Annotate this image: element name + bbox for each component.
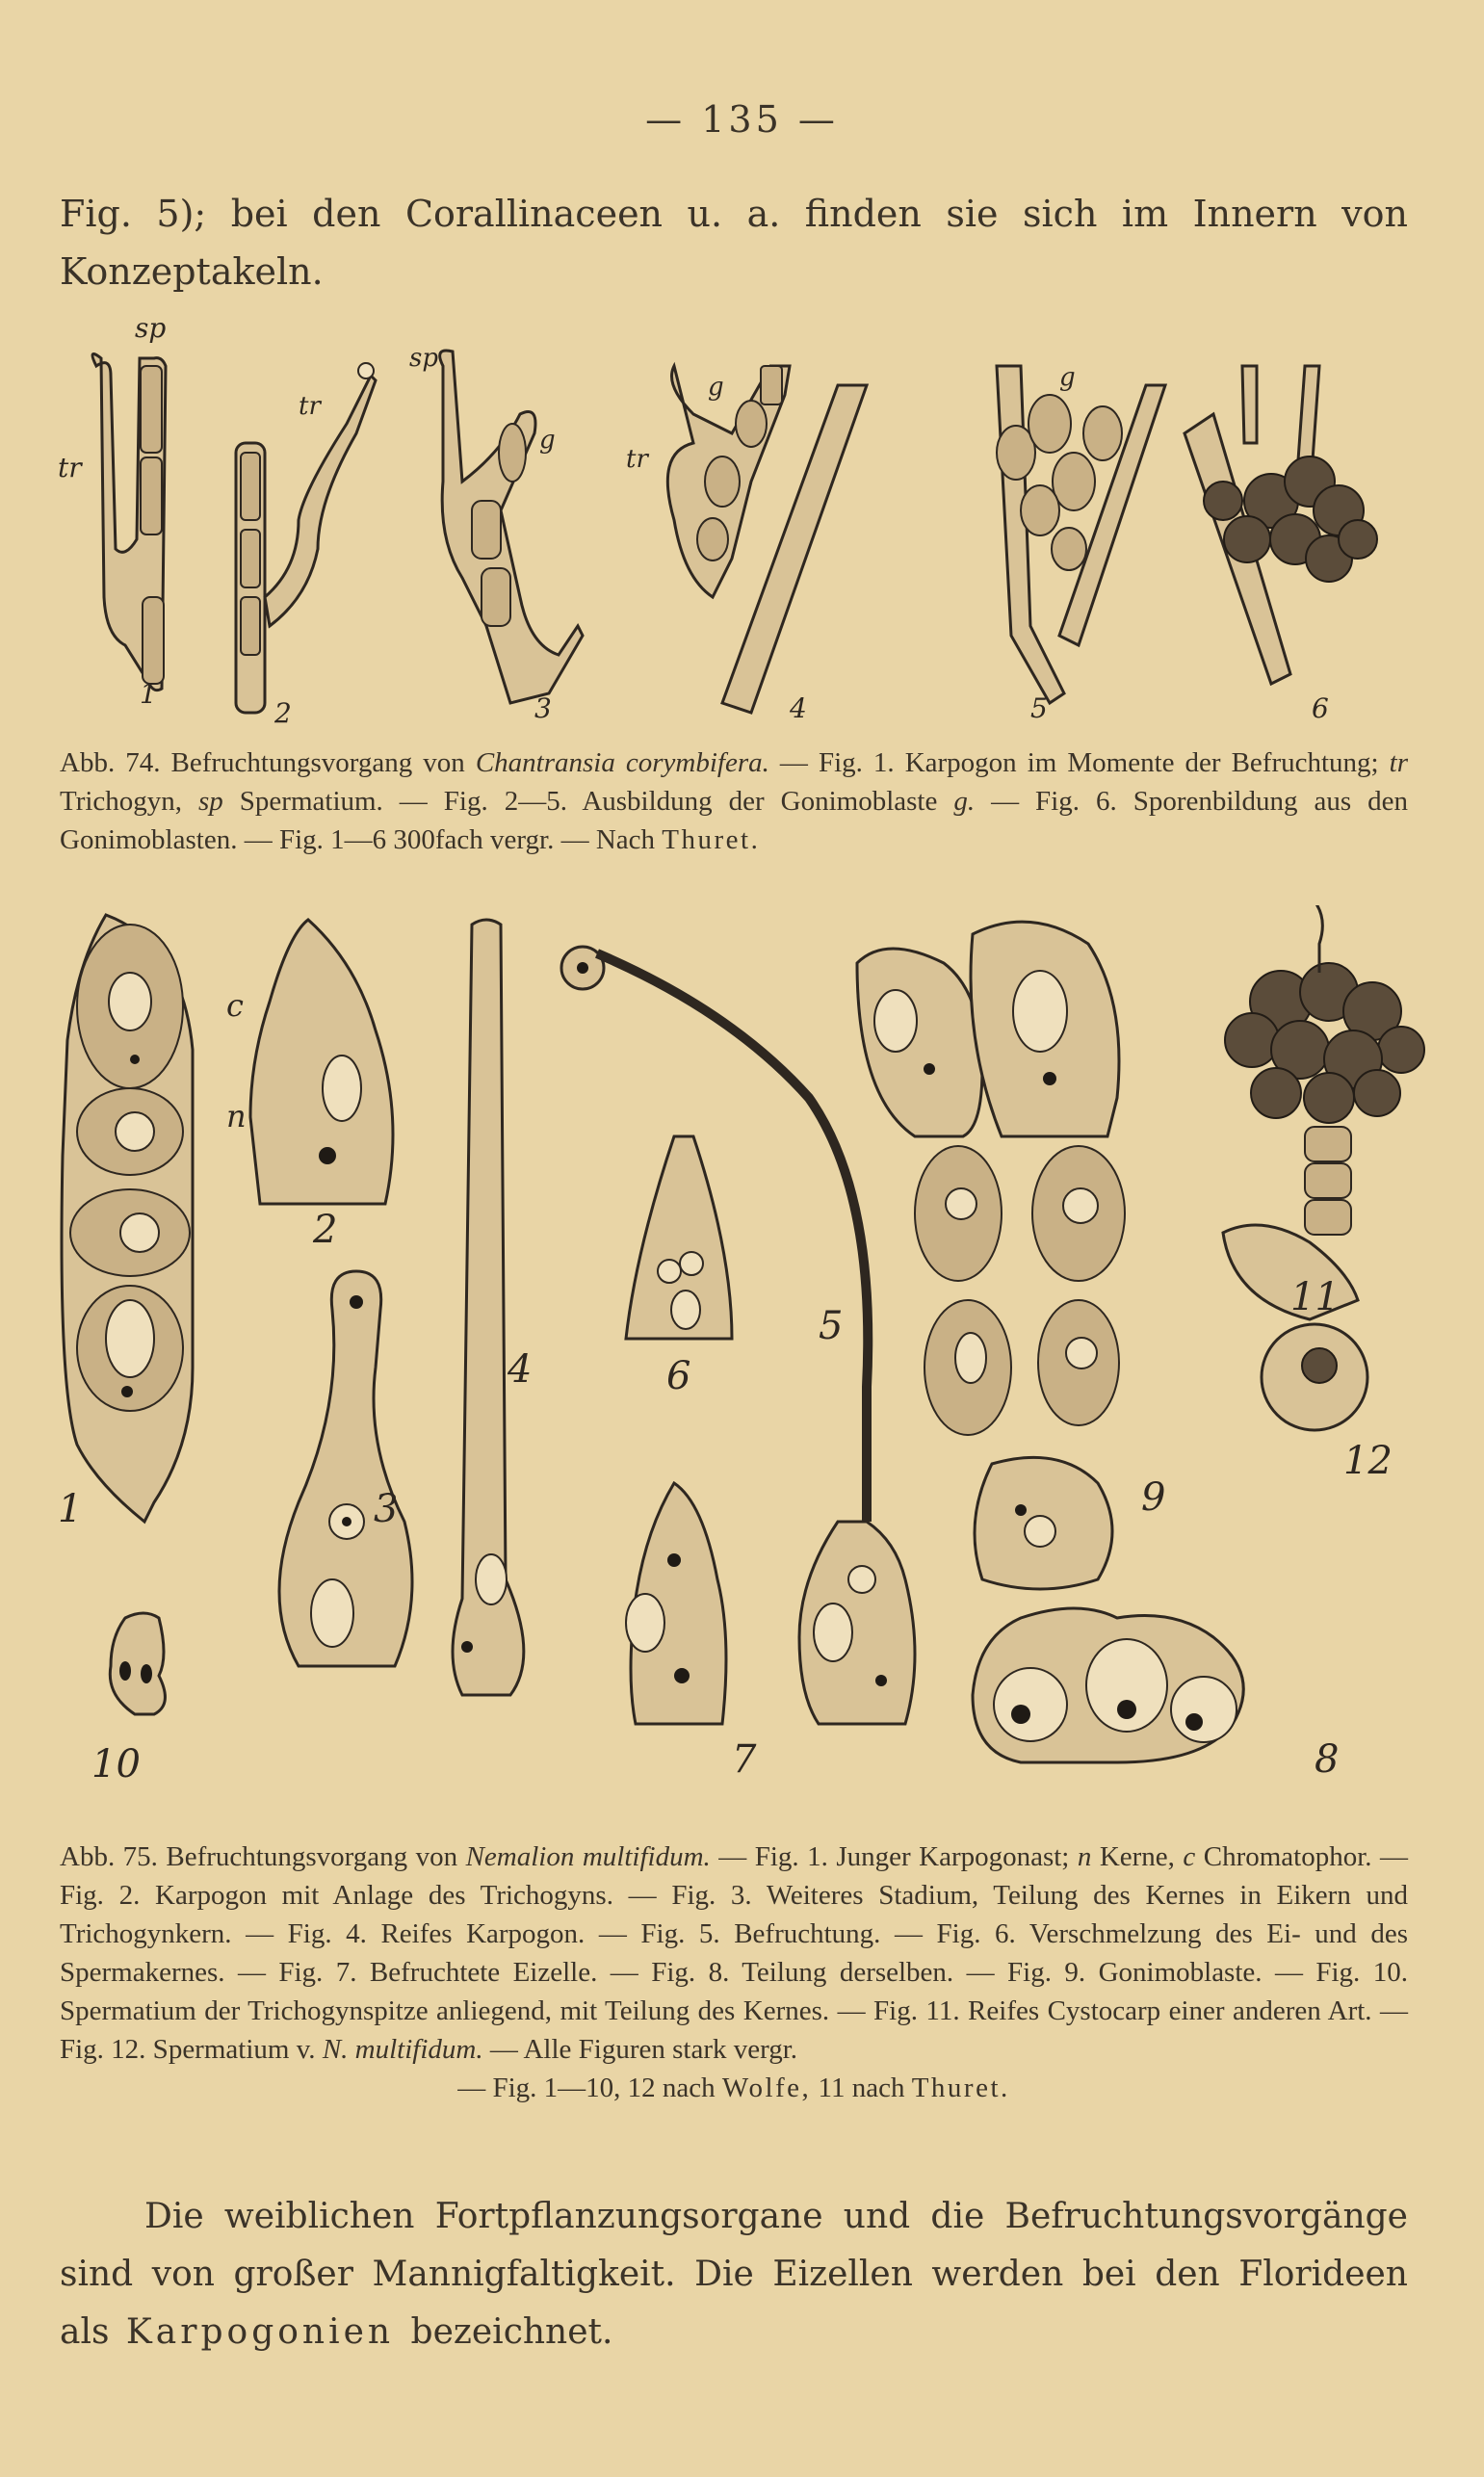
caption-author-wolfe: Wolfe, xyxy=(721,2073,812,2103)
fig75-5-drawing xyxy=(561,947,915,1724)
body-paragraph: Die weiblichen Fortpflanzungsorgane und die Befruchtungsvorgänge sind von großer Mannigfaltigkeit. Die Eizellen werden bei den Florideen als Karpogonien bezeichnet. xyxy=(60,2197,1408,2352)
label-fig75-2: 2 xyxy=(313,1208,338,1252)
fig74-6-drawing xyxy=(1185,366,1377,684)
label-fig75-7: 7 xyxy=(732,1737,757,1782)
fig75-12-drawing xyxy=(1262,1324,1367,1430)
label-tr-2: tr xyxy=(299,392,321,421)
figure-75-drawing xyxy=(58,905,1425,1811)
caption-author-thuret: Thuret. xyxy=(911,2073,1010,2103)
figure-74 xyxy=(58,308,1425,732)
label-g-3: g xyxy=(539,426,556,455)
page-number: — 135 — xyxy=(645,98,839,141)
label-fig74-1: 1 xyxy=(140,678,157,710)
label-fig74-2: 2 xyxy=(274,697,292,729)
label-fig75-1: 1 xyxy=(58,1487,83,1531)
label-fig75-12: 12 xyxy=(1343,1439,1393,1483)
figure-74-drawing xyxy=(58,308,1425,732)
label-fig75-10: 10 xyxy=(91,1742,141,1786)
caption-abb-75: Abb. 75. Befruchtungsvorgang von Nemalion multifidum. — Fig. 1. Junger Karpogonast; n Kerne, c Chromatophor. — Fig. 2. Karpogon mit Anlage des Trichogyns. — Fig. 3. Weiteres Stadium, Teilung des Kernes in Eikern und Trichogynkern. — Fig. 4. Reifes Karpogon. — Fig. 5. Befruchtung. — Fig. 6. Verschmelzung des Ei- und des Spermakernes. — Fig. 7. Befruchtete Eizelle. — Fig. 8. Teilung derselben. — Fig. 9. Gonimoblaste. — Fig. 10. Spermatium der Trichogynspitze anliegend, mit Teilung des Kernes. — Fig. 11. Reifes Cystocarp einer anderen Art. — Fig. 12. Spermatium v. N. multifidum. — Alle Figuren stark vergr. — Fig. 1—10, 12 nach Wolfe, 11 nach Thuret. xyxy=(60,1838,1408,2107)
fig75-2-drawing xyxy=(250,920,393,1204)
label-fig74-3: 3 xyxy=(534,692,552,724)
label-sp-2: sp xyxy=(409,344,438,373)
fig75-7-drawing xyxy=(626,1483,726,1724)
label-fig75-8: 8 xyxy=(1315,1737,1340,1782)
label-fig75-6: 6 xyxy=(666,1354,691,1398)
label-tr-4: tr xyxy=(626,445,648,474)
fig74-3-drawing xyxy=(440,351,583,703)
label-fig74-5: 5 xyxy=(1030,692,1048,724)
intro-paragraph: Fig. 5); bei den Corallinaceen u. a. finden sie sich im Innern von Konzeptakeln. xyxy=(60,193,1408,293)
label-fig75-3: 3 xyxy=(374,1487,399,1531)
caption-author: Thuret. xyxy=(662,824,761,855)
caption-species: Chantransia corymbifera. xyxy=(475,747,769,778)
caption-species: Nemalion multifidum. xyxy=(465,1841,711,1872)
label-tr-left: tr xyxy=(58,452,82,483)
label-g-4: g xyxy=(708,373,724,402)
label-g-5: g xyxy=(1059,363,1076,392)
fig74-1-drawing xyxy=(92,354,166,691)
fig75-8-drawing xyxy=(973,1608,1243,1762)
fig75-4-drawing xyxy=(453,920,524,1695)
caption-abb-74: Abb. 74. Befruchtungsvorgang von Chantransia corymbifera. — Fig. 1. Karpogon im Momente der Befruchtung; tr Trichogyn, sp Spermatium. — Fig. 2—5. Ausbildung der Gonimoblaste g. — Fig. 6. Sporenbildung aus den Gonimoblasten. — Fig. 1—6 300fach vergr. — Nach Thuret. xyxy=(60,747,1408,855)
label-fig74-4: 4 xyxy=(790,692,807,724)
fig75-11-drawing xyxy=(1223,905,1424,1319)
caption-credit-line: — Fig. 1—10, 12 nach Wolfe, 11 nach Thuret. xyxy=(457,2073,1010,2103)
label-fig75-9: 9 xyxy=(1141,1475,1166,1520)
fig75-9-drawing xyxy=(857,922,1125,1589)
fig75-1-drawing xyxy=(62,915,193,1522)
fig75-3-drawing xyxy=(279,1271,412,1666)
label-sp-top: sp xyxy=(135,312,167,344)
label-n: n xyxy=(226,1098,247,1134)
fig74-4-drawing xyxy=(667,366,867,713)
label-fig75-11: 11 xyxy=(1290,1275,1340,1319)
label-fig75-4: 4 xyxy=(508,1347,533,1392)
term-karpogonien: Karpogonien xyxy=(125,2312,395,2352)
label-c: c xyxy=(226,987,244,1024)
figure-75 xyxy=(58,905,1425,1811)
fig75-6-drawing xyxy=(626,1136,732,1339)
label-fig74-6: 6 xyxy=(1312,692,1329,724)
fig75-10-drawing xyxy=(110,1613,165,1714)
fig74-5-drawing xyxy=(997,366,1165,703)
label-fig75-5: 5 xyxy=(819,1304,844,1348)
